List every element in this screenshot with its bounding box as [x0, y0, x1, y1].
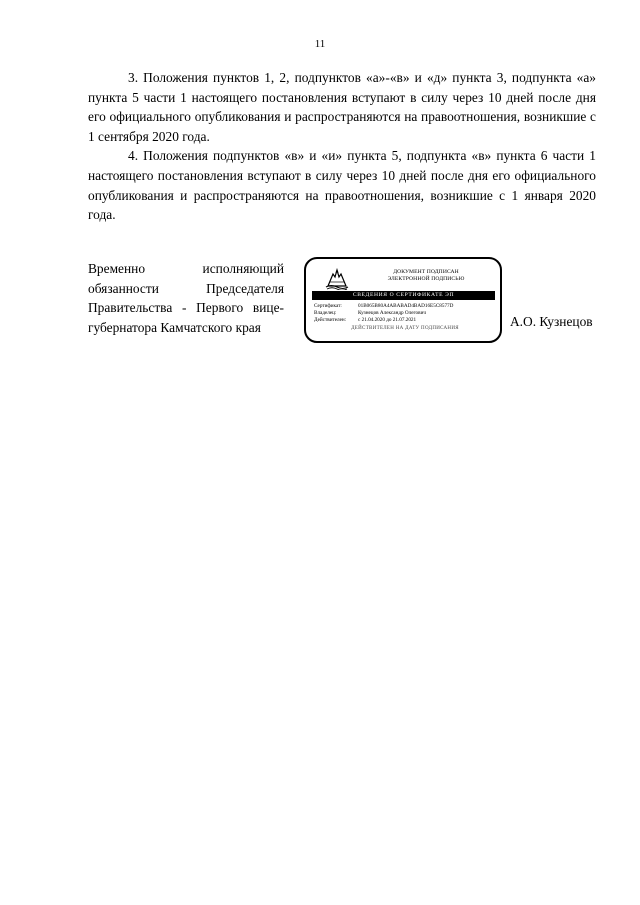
stamp-certificate-bar: СВЕДЕНИЯ О СЕРТИФИКАТЕ ЭП — [312, 291, 495, 300]
stamp-owner-value: Кузнецов Александр Олегович — [358, 310, 426, 316]
stamp-owner-row — [314, 310, 496, 317]
kamchatka-emblem-icon — [324, 266, 350, 290]
signatory-title — [88, 259, 284, 337]
stamp-certificate-row — [314, 303, 496, 310]
signer-name: А.О. Кузнецов — [510, 314, 593, 329]
stamp-header — [356, 269, 496, 283]
signatory-line: Правительства - Первого вице- — [88, 300, 284, 316]
stamp-header-line: ЭЛЕКТРОННОЙ ПОДПИСЬЮ — [387, 276, 465, 282]
signatory-line: обязанности Председателя — [88, 280, 284, 296]
signatory-line: губернатора Камчатского края — [88, 319, 261, 335]
paragraph-3: 3. Положения пунктов 1, 2, подпунктов «а»-«в» и «д» пункта 3, подпункта «а» пункта 5 части 1 настоящего постановления вступают в силу через 10 дней после дня его официального опубликования и распространяются на правоотношения, возникшие с 1 сентября 2020 года. — [88, 70, 596, 144]
stamp-footer: ДЕЙСТВИТЕЛЕН НА ДАТУ ПОДПИСАНИЯ — [351, 326, 459, 331]
stamp-validity-row — [314, 317, 496, 324]
stamp-validity-value: с 21.04.2020 до 21.07.2021 — [358, 317, 417, 323]
page-number: 11 — [314, 38, 326, 50]
paragraph-4: 4. Положения подпунктов «в» и «и» пункта 5, подпункта «в» пункта 6 части 1 настоящего постановления вступают в силу через 10 дней после дня его официального опубликования и распространяются на правоотношения, возникшие с 1 января 2020 года. — [88, 148, 596, 223]
electronic-signature-stamp — [304, 257, 502, 343]
stamp-certificate-value: 01B065B80A4ABABAD4BAD16E5C8577D — [358, 303, 454, 309]
stamp-validity-label: Действителен: — [314, 317, 347, 323]
document-body — [88, 68, 596, 225]
stamp-certificate-label: Сертификат: — [314, 303, 342, 309]
stamp-owner-label: Владелец: — [314, 310, 337, 316]
stamp-header-line: ДОКУМЕНТ ПОДПИСАН — [393, 269, 459, 275]
signatory-line: Временно исполняющий — [88, 261, 284, 276]
